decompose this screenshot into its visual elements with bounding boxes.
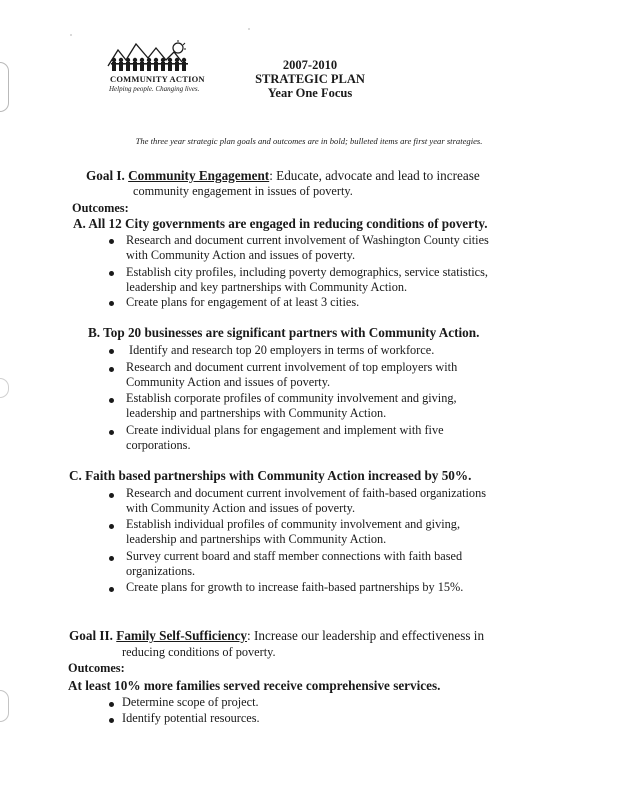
outcome-c-bullet-1: Research and document current involvement of faith-based organizations [126,486,487,500]
bullet-marker [109,556,114,561]
goal-2-name: Family Self-Sufficiency [116,628,248,643]
logo-graphic [104,40,196,76]
outcome-c-bullet-3: Survey current board and staff member connections with faith based [126,549,463,563]
bullet-marker [109,430,114,435]
goal-2-description-cont: reducing conditions of poverty. [122,645,276,659]
bullet-marker [109,702,114,707]
goal-2-heading [69,628,484,643]
outcome-b-bullet-3: Establish corporate profiles of community involvement and giving, [126,391,457,405]
outcome-b-bullet-3-cont: leadership and partnerships with Community Action. [126,406,387,420]
goal-1-prefix: Goal I. [86,168,125,183]
goal-2-description: : Increase our leadership and effectiveness in [247,628,485,643]
goal-1-description: : Educate, advocate and lead to increase [269,168,480,183]
scan-speck [70,34,72,36]
bullet-marker [109,718,114,723]
outcome-a-title: A. All 12 City governments are engaged in reducing conditions of poverty. [73,216,488,231]
outcome-b-bullet-4: Create individual plans for engagement and implement with five [126,423,444,437]
plan-subtitle: Year One Focus [267,86,353,100]
outcome-c-bullet-4: Create plans for growth to increase faith-based partnerships by 15%. [126,580,464,594]
outcome-b-bullet-4-cont: corporations. [126,438,191,452]
binder-hole-shadow [0,378,9,398]
goal-2-outcomes-label: Outcomes: [68,661,125,675]
goal-2-bullet-2: Identify potential resources. [122,711,260,725]
outcome-a-bullet-2-cont: leadership and key partnerships with Community Action. [126,280,408,294]
goal-2-outcome-title: At least 10% more families served receive comprehensive services. [68,678,441,693]
outcome-a-bullet-1-cont: with Community Action and issues of poverty. [126,248,356,262]
outcome-a-bullet-1: Research and document current involvement of Washington County cities [126,233,489,247]
community-action-logo [104,40,205,106]
goal-1-description-cont: community engagement in issues of poverty. [133,184,353,198]
scan-speck [248,28,250,30]
outcome-a-bullet-2: Establish city profiles, including poverty demographics, service statistics, [126,265,488,279]
goal-1-heading [86,168,480,183]
plan-years: 2007-2010 [282,58,338,72]
outcome-b-bullet-1: Identify and research top 20 employers in terms of workforce. [129,343,435,357]
bullet-marker [109,587,114,592]
outcome-b-bullet-2: Research and document current involvement of top employers with [126,360,458,374]
bullet-marker [109,239,114,244]
outcome-c-bullet-2: Establish individual profiles of community involvement and giving, [126,517,461,531]
goal-1-outcomes-label: Outcomes: [72,201,129,215]
logo-name: COMMUNITY ACTION [110,74,205,84]
intro-note: The three year strategic plan goals and outcomes are in bold; bulleted items are first year strategies. [135,136,483,146]
outcome-b-bullet-2-cont: Community Action and issues of poverty. [126,375,331,389]
goal-2-prefix: Goal II. [69,628,113,643]
goal-1-name: Community Engagement [128,168,270,183]
bullet-marker [109,524,114,529]
binder-hole-shadow [0,62,9,112]
outcome-b-title: B. Top 20 businesses are significant partners with Community Action. [88,325,480,340]
plan-title: STRATEGIC PLAN [255,72,365,86]
outcome-c-bullet-2-cont: leadership and partnerships with Community Action. [126,532,387,546]
outcome-a-bullet-3: Create plans for engagement of at least 3 cities. [126,295,360,309]
bullet-marker [109,349,114,354]
binder-hole-shadow [0,690,9,722]
goal-2-bullet-1: Determine scope of project. [122,695,259,709]
logo-tagline: Helping people. Changing lives. [109,85,200,93]
outcome-c-title: C. Faith based partnerships with Community Action increased by 50%. [69,468,472,483]
bullet-marker [109,367,114,372]
bullet-marker [109,398,114,403]
bullet-marker [109,301,114,306]
outcome-c-bullet-1-cont: with Community Action and issues of poverty. [126,501,356,515]
bullet-marker [109,493,114,498]
bullet-marker [109,271,114,276]
outcome-c-bullet-3-cont: organizations. [126,564,196,578]
